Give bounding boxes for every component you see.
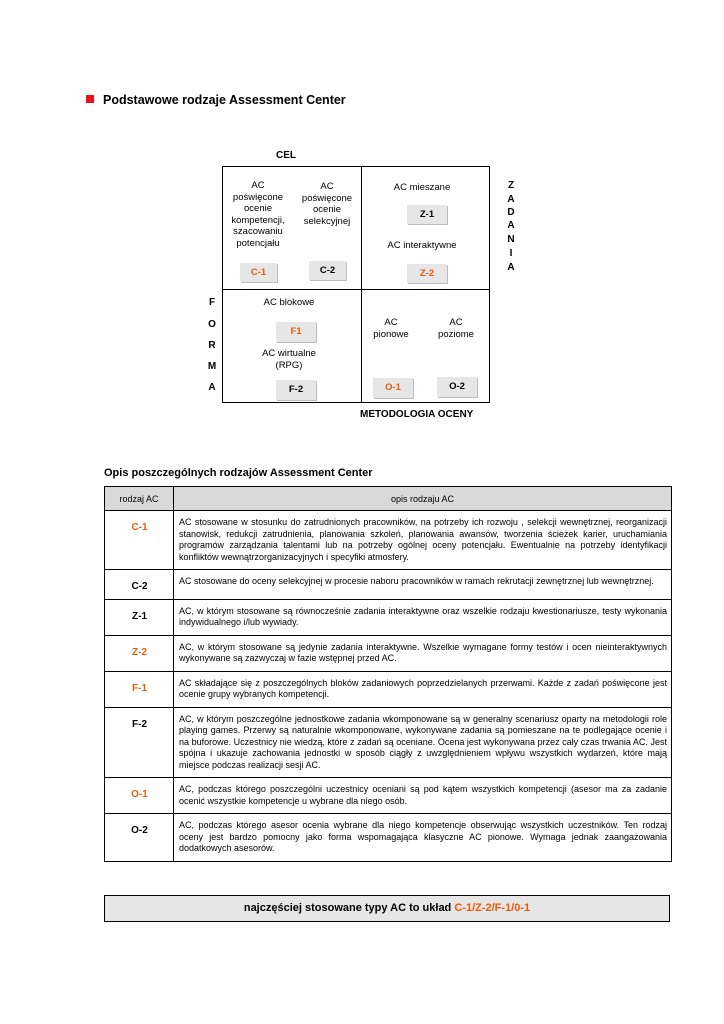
f1-code-badge: F1 <box>276 322 316 342</box>
diagram-horizontal-divider <box>222 289 490 290</box>
row-code: O-1 <box>105 778 174 814</box>
row-code: Z-1 <box>105 599 174 635</box>
table-row <box>105 707 672 778</box>
summary-prefix: najczęściej stosowane typy AC to układ <box>243 902 455 914</box>
section-heading <box>86 93 346 107</box>
right-label-letter: A <box>507 262 515 273</box>
c1-line: kompetencji, <box>231 214 285 226</box>
c2-line: selekcyjnej <box>303 215 351 227</box>
f1-description: AC blokowe <box>263 297 315 308</box>
o2-code-badge: O-2 <box>437 377 477 397</box>
o2-description <box>431 317 481 340</box>
table-row <box>105 671 672 707</box>
left-label-letter: R <box>208 340 216 351</box>
table-row <box>105 599 672 635</box>
left-label-letter: M <box>207 361 217 372</box>
c1-code-badge: C-1 <box>240 263 277 282</box>
f2-line: (RPG) <box>275 359 303 371</box>
section-heading-text: Podstawowe rodzaje Assessment Center <box>103 93 346 107</box>
summary-highlight: C-1/Z-2/F-1/0-1 <box>454 902 531 914</box>
z2-code-badge: Z-2 <box>407 264 447 283</box>
z1-code-badge: Z-1 <box>407 205 447 224</box>
c1-line: potencjału <box>236 237 280 249</box>
o1-description <box>366 317 416 340</box>
table-row <box>105 814 672 862</box>
right-label-letter: D <box>507 207 515 218</box>
f2-code-badge: F-2 <box>276 380 316 400</box>
f2-description <box>230 348 348 371</box>
diagram-vertical-divider <box>361 166 362 403</box>
row-description: AC stosowane do oceny selekcyjnej w procesie naboru pracowników w ramach rekrutacji zewnętrznej lub wewnętrznej. <box>174 570 672 600</box>
column-header-description: opis rodzaju AC <box>174 487 672 511</box>
row-code: O-2 <box>105 814 174 862</box>
table-row <box>105 511 672 570</box>
c2-line: AC <box>320 181 334 192</box>
c2-line: ocenie <box>313 204 341 215</box>
row-description: AC, w którym poszczególne jednostkowe zadania wkomponowane są w generalny scenariusz oparty na metodologii role playing games. Przerwy są naturalnie wkomponowane, wykonywane zadania są pomieszane na te podlegające ocenie i na buforowe. Uczestnicy nie wiedzą, które z zadań są oceniane. Ocena jest wykonywana przez cały czas trwania AC. Jest spójna i ukazuje zachowania jednostki w sposób ciągły z uwzględnieniem wpływu wszystkich wydarzeń, które mają miejsce podczas realizacji sesji AC. <box>174 707 672 778</box>
c1-line: AC <box>251 180 265 191</box>
c1-line: szacowaniu <box>233 226 283 237</box>
row-description: AC, podczas którego asesor ocenia wybrane dla niego kompetencje obserwując wszystkich uczestników. Ten rodzaj oceny jest bardzo pomocny jako forma wspomagająca klasyczne AC pionowe. Wymaga jednak zaangażowania dodatkowych asesorów. <box>174 814 672 862</box>
left-label-letter: F <box>208 297 216 308</box>
c2-description <box>296 181 358 227</box>
o2-line: AC <box>449 317 463 328</box>
diagram-top-label: CEL <box>276 150 296 161</box>
row-description: AC stosowane w stosunku do zatrudnionych pracowników, na potrzeby ich rozwoju , selekcji wewnętrznej, reorganizacji stanowisk, redukcji zatrudnienia, planowania szkoleń, planowania awansów, tworzenia ścieżek karier, uruchamiania programów zarządzania talentami lub na potrzeby ogólnej oceny potencjału. Ewentualnie na potrzeby identyfikacji konfliktów wewnątrzorganizacyjnych i specyfiki atmosfery. <box>174 511 672 570</box>
row-code: F-1 <box>105 671 174 707</box>
right-label-letter: A <box>507 194 515 205</box>
ac-types-table <box>104 486 672 862</box>
c1-line: ocenie <box>244 203 272 214</box>
row-code: C-1 <box>105 511 174 570</box>
c2-code-badge: C-2 <box>309 261 346 280</box>
o1-code-badge: O-1 <box>373 378 413 398</box>
table-header-row <box>105 487 672 511</box>
table-title: Opis poszczególnych rodzajów Assessment Center <box>104 467 373 479</box>
left-label-letter: A <box>208 382 216 393</box>
right-label-letter: N <box>507 234 515 245</box>
o1-line: AC <box>384 317 398 328</box>
c2-line: poświęcone <box>301 192 353 204</box>
row-code: C-2 <box>105 570 174 600</box>
c1-line: poświęcone <box>232 191 284 203</box>
row-code: Z-2 <box>105 635 174 671</box>
z2-description: AC interaktywne <box>387 240 457 251</box>
diagram-bottom-label: METODOLOGIA OCENY <box>360 409 474 420</box>
row-description: AC, w którym stosowane są równocześnie zadania interaktywne oraz wszelkie rodzaju kwestionariusze, testy wykonania indywidualnego i/lub wywiady. <box>174 599 672 635</box>
z1-description: AC mieszane <box>393 182 451 193</box>
right-label-letter: Z <box>507 180 515 191</box>
column-header-type: rodzaj AC <box>105 487 174 511</box>
table-row <box>105 635 672 671</box>
summary-box <box>104 895 670 922</box>
row-description: AC, w którym stosowane są jedynie zadania interaktywne. Wszelkie wymagane formy testów i ocen nieinteraktywnych wykonywane są zazwyczaj w fazie wstępnej przed AC. <box>174 635 672 671</box>
o1-line: pionowe <box>373 328 409 340</box>
right-label-letter: I <box>509 248 513 259</box>
f2-line: AC wirtualne <box>262 348 316 359</box>
row-description: AC, podczas którego poszczególni uczestnicy oceniani są pod kątem wszystkich kompetencji (asesor ma za zadanie ocenić wszystkie kompetencje u wybrane dla niego osób. <box>174 778 672 814</box>
o2-line: poziome <box>438 328 474 340</box>
right-label-letter: A <box>507 220 515 231</box>
left-label-letter: O <box>208 319 216 330</box>
table-row <box>105 778 672 814</box>
c1-description <box>226 180 290 249</box>
row-description: AC składające się z poszczególnych bloków zadaniowych poprzedzielanych przerwami. Każde z zadań poświęcone jest ocenie grupy wybranych kompetencji. <box>174 671 672 707</box>
row-code: F-2 <box>105 707 174 778</box>
red-square-bullet-icon <box>86 95 94 103</box>
table-row <box>105 570 672 600</box>
